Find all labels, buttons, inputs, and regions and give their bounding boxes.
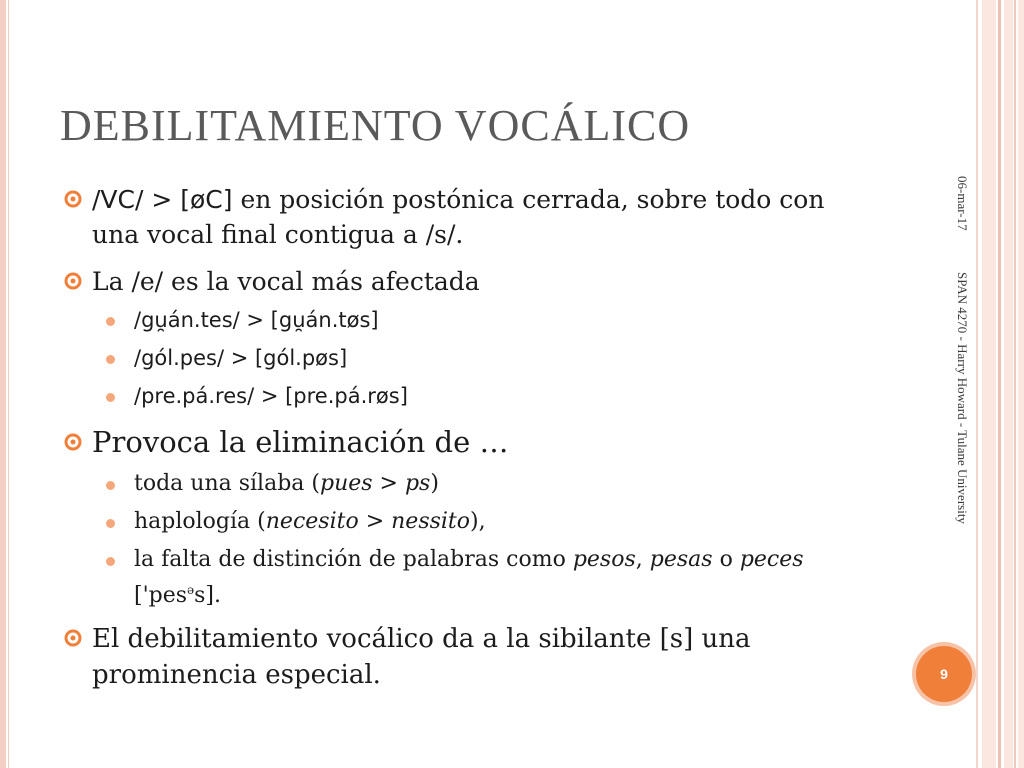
bullet-ring-icon <box>64 629 82 647</box>
sub-bullet-dot-icon <box>106 317 115 326</box>
sub-bullet-3-2: haplología (necesito > nessito), <box>60 507 850 537</box>
sub-bullet-dot-icon <box>106 519 115 528</box>
page-number-badge: 9 <box>916 646 972 702</box>
bullet-4-text: El debilitamiento vocálico da a la sibilante [s] una prominencia especial. <box>92 624 751 690</box>
bullet-1-formula: /VC/ > [øC] <box>92 185 233 214</box>
slide-title: DEBILITAMIENTO VOCÁLICO <box>60 101 691 150</box>
left-border <box>0 0 6 768</box>
sub-bullet-dot-icon <box>106 557 115 566</box>
bullet-4 <box>60 621 850 693</box>
bullet-ring-icon <box>64 190 82 208</box>
bullet-2 <box>60 264 850 299</box>
sub-bullet-2-3 <box>60 381 850 411</box>
slide-content <box>60 182 850 705</box>
bullet-ring-icon <box>64 272 82 290</box>
sub-bullet-2-2-text: /gól.pes/ > [gól.pøs] <box>134 346 348 370</box>
sub-bullet-2-2 <box>60 343 850 373</box>
bullet-3 <box>60 423 850 461</box>
sub-bullet-2-3-text: /pre.pá.res/ > [pre.pá.røs] <box>134 384 408 408</box>
bullet-ring-icon <box>64 433 82 451</box>
bullet-3-text: Provoca la eliminación de … <box>92 425 509 459</box>
left-border-line <box>8 0 9 768</box>
sub-bullet-dot-icon <box>106 481 115 490</box>
bullet-2-text: La /e/ es la vocal más afectada <box>92 267 480 296</box>
sub-bullet-2-1-text: /gu̯án.tes/ > [gu̯án.tøs] <box>134 308 379 332</box>
bullet-1-text: en posición postónica cerrada, sobre todo con una vocal final contigua a /s/. <box>92 185 825 249</box>
sub-bullet-dot-icon <box>106 393 115 402</box>
sub-bullet-dot-icon <box>106 355 115 364</box>
right-stripes <box>976 0 1024 768</box>
sub-bullet-3-3: la falta de distinción de palabras como pesos, pesas o peces ['pes$^ə$s]. <box>60 545 850 611</box>
sub-bullet-3-1: toda una sílaba (pues > ps) <box>60 469 850 499</box>
bullet-1 <box>60 182 850 252</box>
slide-date: 06-mar-17 <box>955 176 970 231</box>
sub-bullet-2-1 <box>60 305 850 335</box>
course-footer: SPAN 4270 - Harry Howard - Tulane University <box>955 272 970 524</box>
